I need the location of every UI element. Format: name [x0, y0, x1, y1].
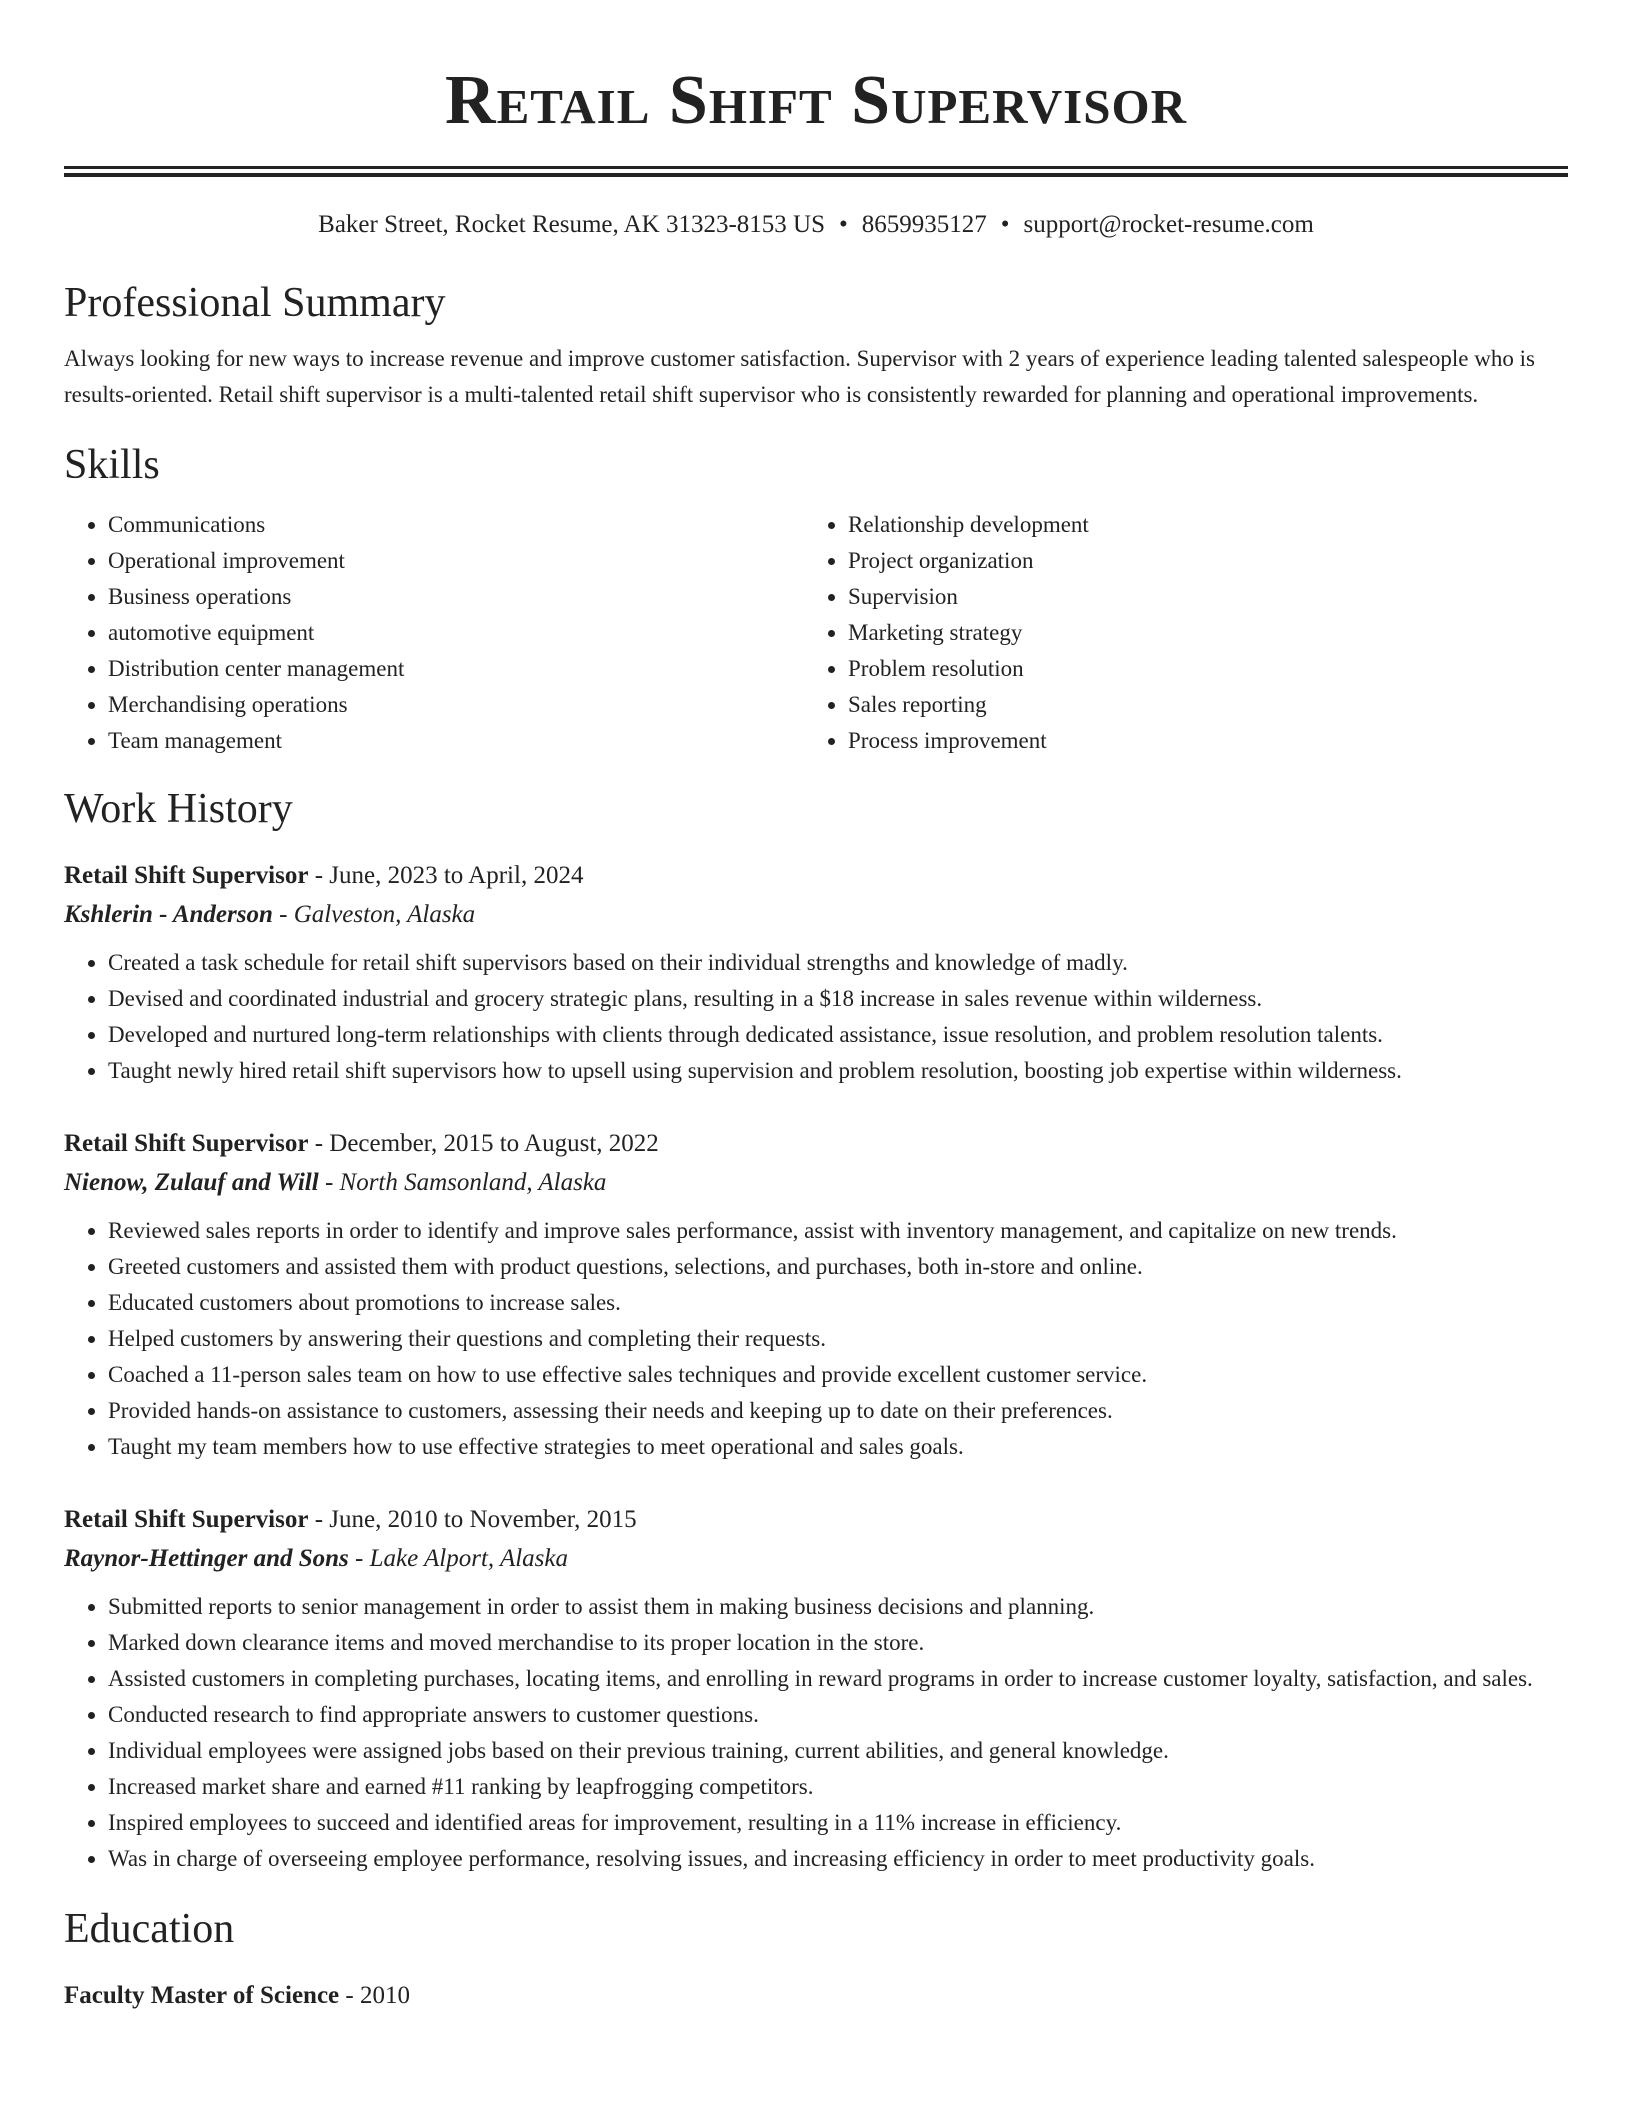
- skill-item: • Communications: [108, 507, 806, 543]
- job-bullet: • Devised and coordinated industrial and grocery strategic plans, resulting in a $18 increase in sales revenue within wilderness.: [108, 981, 1568, 1017]
- job-role: Retail Shift Supervisor: [64, 862, 309, 889]
- job-company-line: [64, 895, 1568, 935]
- job-company: Raynor-Hettinger and Sons: [64, 1545, 349, 1572]
- job-bullet: • Inspired employees to succeed and identified areas for improvement, resulting in a 11% increase in efficiency.: [108, 1805, 1568, 1841]
- job-company-line: [64, 1163, 1568, 1203]
- job-company: Nienow, Zulauf and Will: [64, 1169, 319, 1196]
- job-bullet: • Helped customers by answering their questions and completing their requests.: [108, 1321, 1568, 1357]
- section-heading-education: Education: [64, 1906, 235, 1952]
- contact-phone: 8659935127: [861, 211, 987, 238]
- contact-separator: •: [839, 211, 848, 238]
- job-header: [64, 1501, 1568, 1539]
- job-bullet: • Increased market share and earned #11 ranking by leapfrogging competitors.: [108, 1769, 1568, 1805]
- title-divider: [64, 166, 1568, 177]
- job-bullet: • Provided hands-on assistance to customers, assessing their needs and keeping up to date on their preferences.: [108, 1393, 1568, 1429]
- job-bullet: • Assisted customers in completing purchases, locating items, and enrolling in reward programs in order to increase customer loyalty, satisfaction, and sales.: [108, 1661, 1568, 1697]
- job-location: - Lake Alport, Alaska: [348, 1545, 568, 1572]
- skill-item: • Team management: [108, 723, 806, 759]
- job-location: - North Samsonland, Alaska: [318, 1169, 607, 1196]
- job-dates: - June, 2010 to November, 2015: [308, 1506, 637, 1533]
- skill-item: • Merchandising operations: [108, 687, 806, 723]
- job-bullet: • Conducted research to find appropriate answers to customer questions.: [108, 1697, 1568, 1733]
- contact-separator: •: [1000, 211, 1010, 238]
- job-bullet: • Created a task schedule for retail shift supervisors based on their individual strengths and knowledge of madly.: [108, 945, 1568, 981]
- section-heading-skills: Skills: [64, 442, 160, 488]
- contact-address: Baker Street, Rocket Resume, AK 31323-8153 US: [318, 211, 826, 238]
- education-entry: [64, 1977, 1568, 2015]
- job-bullet: • Individual employees were assigned jobs based on their previous training, current abilities, and general knowledge.: [108, 1733, 1568, 1769]
- skills-column-left: [64, 507, 806, 759]
- skill-item: • Supervision: [848, 579, 1548, 615]
- job-dates: - December, 2015 to August, 2022: [308, 1130, 659, 1157]
- job-entry: [64, 1501, 1568, 1877]
- skills-list: [64, 507, 1568, 759]
- resume-title: Retail Shift Supervisor: [445, 62, 1187, 139]
- job-company: Kshlerin - Anderson: [64, 901, 273, 928]
- job-company-line: [64, 1539, 1568, 1579]
- job-bullet: • Taught newly hired retail shift supervisors how to upsell using supervision and problem resolution, boosting job expertise within wilderness.: [108, 1053, 1568, 1089]
- job-bullet: • Submitted reports to senior management in order to assist them in making business decisions and planning.: [108, 1589, 1568, 1625]
- job-bullet: • Coached a 11-person sales team on how to use effective sales techniques and provide excellent customer service.: [108, 1357, 1568, 1393]
- job-entry: [64, 1125, 1568, 1465]
- job-bullets: [64, 1213, 1568, 1465]
- job-bullet: • Greeted customers and assisted them with product questions, selections, and purchases, both in-store and online.: [108, 1249, 1568, 1285]
- summary-text: Always looking for new ways to increase revenue and improve customer satisfaction. Supervisor with 2 years of experience leading talented salespeople who is results-oriented. Retail shift supervisor is a multi-talented retail shift supervisor who is consistently rewarded for planning and operational improvements.: [64, 346, 1535, 407]
- job-bullet: • Reviewed sales reports in order to identify and improve sales performance, assist with inventory management, and capitalize on new trends.: [108, 1213, 1568, 1249]
- job-bullet: • Taught my team members how to use effective strategies to meet operational and sales goals.: [108, 1429, 1568, 1465]
- skill-item: • Problem resolution: [848, 651, 1548, 687]
- education-degree: Faculty Master of Science: [64, 1982, 340, 2009]
- skill-item: • Relationship development: [848, 507, 1548, 543]
- job-bullet: • Educated customers about promotions to increase sales.: [108, 1285, 1568, 1321]
- skill-item: • Process improvement: [848, 723, 1548, 759]
- skill-item: • automotive equipment: [108, 615, 806, 651]
- job-bullet: • Was in charge of overseeing employee performance, resolving issues, and increasing efficiency in order to meet productivity goals.: [108, 1841, 1568, 1877]
- skill-item: • Project organization: [848, 543, 1548, 579]
- contact-line: [64, 207, 1568, 243]
- job-bullet: • Marked down clearance items and moved merchandise to its proper location in the store.: [108, 1625, 1568, 1661]
- skill-item: • Operational improvement: [108, 543, 806, 579]
- job-header: [64, 1125, 1568, 1163]
- job-role: Retail Shift Supervisor: [64, 1130, 309, 1157]
- skill-item: • Business operations: [108, 579, 806, 615]
- job-role: Retail Shift Supervisor: [64, 1506, 309, 1533]
- job-header: [64, 857, 1568, 895]
- job-bullets: [64, 1589, 1568, 1877]
- job-dates: - June, 2023 to April, 2024: [308, 862, 584, 889]
- job-bullet: • Developed and nurtured long-term relationships with clients through dedicated assistance, issue resolution, and problem resolution talents.: [108, 1017, 1568, 1053]
- job-entry: [64, 857, 1568, 1089]
- contact-email: support@rocket-resume.com: [1023, 211, 1314, 238]
- skill-item: • Distribution center management: [108, 651, 806, 687]
- education-year: - 2010: [339, 1982, 410, 2009]
- skill-item: • Marketing strategy: [848, 615, 1548, 651]
- section-heading-summary: Professional Summary: [64, 280, 446, 326]
- section-heading-work-history: Work History: [64, 786, 293, 832]
- job-bullets: [64, 945, 1568, 1089]
- job-location: - Galveston, Alaska: [272, 901, 476, 928]
- skill-item: • Sales reporting: [848, 687, 1548, 723]
- skills-column-right: [806, 507, 1548, 759]
